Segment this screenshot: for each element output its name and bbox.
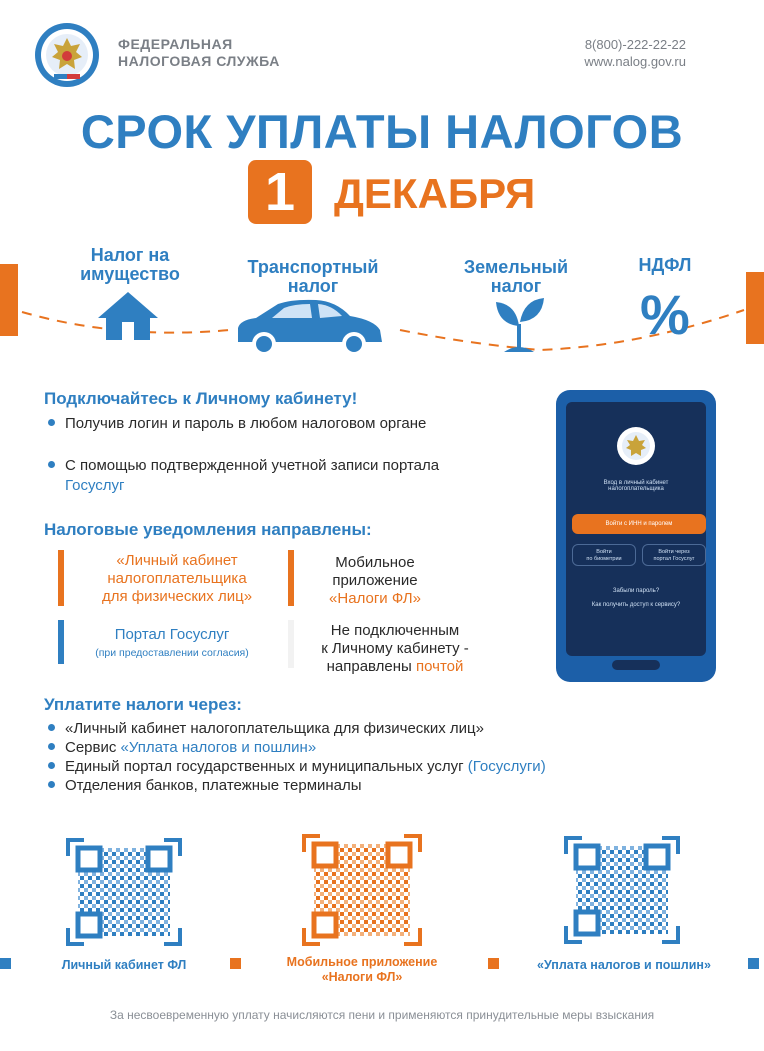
gosuslugi-login-button[interactable]: Войти через портал Госуслуг <box>642 544 706 566</box>
deadline-month: ДЕКАБРЯ <box>334 170 536 217</box>
tax-land-label: Земельный налог <box>463 257 569 296</box>
hotline-phone: 8(800)-222-22-22 <box>584 37 686 52</box>
notice-card-app: Мобильное приложение «Налоги ФЛ» <box>329 554 421 607</box>
percent-icon: % <box>640 283 690 346</box>
bullet-icon <box>48 762 55 769</box>
notice-card-gosuslugi: Портал Госуслуг (при предоставлении согласия) <box>95 626 249 659</box>
qr-label-payment: «Уплата налогов и пошлин» <box>537 958 711 972</box>
gosuslugi-portal-link[interactable]: (Госуслуги) <box>467 758 546 775</box>
house-icon <box>96 290 160 347</box>
contacts <box>584 36 686 70</box>
tax-payment-service-link[interactable]: «Уплата налогов и пошлин» <box>120 739 317 756</box>
pay-heading: Уплатите налоги через: <box>44 695 242 714</box>
pay-item-1: «Личный кабинет налогоплательщика для физических лиц» <box>48 719 484 739</box>
tax-ndfl-label: НДФЛ <box>638 255 692 275</box>
card-accent-bar <box>288 550 294 606</box>
qr-code-icon[interactable] <box>562 834 682 951</box>
organization-name: ФЕДЕРАЛЬНАЯ НАЛОГОВАЯ СЛУЖБА <box>118 36 280 69</box>
accent-square <box>0 958 11 969</box>
bullet-icon <box>48 743 55 750</box>
page-title: СРОК УПЛАТЫ НАЛОГОВ <box>80 105 684 158</box>
qr-code-icon[interactable] <box>300 832 424 953</box>
forgot-password-link[interactable]: Забыли пароль? <box>612 588 660 594</box>
notice-card-lk: «Личный кабинет налогоплательщика для физических лиц» <box>101 552 253 605</box>
bullet-icon <box>48 419 55 426</box>
notice-card-mail: Не подключенным к Личному кабинету - направлены почтой <box>321 622 469 675</box>
qr-code-icon[interactable] <box>64 836 184 953</box>
bullet-icon <box>48 461 55 468</box>
access-help-link[interactable]: Как получить доступ к сервису? <box>591 602 681 608</box>
connect-item-2: С помощью подтвержденной учетной записи портала Госуслуг <box>48 456 522 496</box>
qr-label-app: Мобильное приложение «Налоги ФЛ» <box>286 955 438 984</box>
biometry-login-button[interactable]: Войти по биометрии <box>572 544 636 566</box>
login-inn-button[interactable]: Войти с ИНН и паролем <box>572 514 706 534</box>
card-accent-bar <box>288 620 294 668</box>
fns-emblem-icon <box>34 22 100 88</box>
deadline-day: 1 <box>248 160 312 224</box>
bullet-icon <box>48 781 55 788</box>
sprout-icon <box>494 294 546 361</box>
accent-square <box>230 958 241 969</box>
car-icon <box>232 298 384 363</box>
tax-property-label: Налог на имущество <box>80 245 180 284</box>
card-accent-bar <box>58 620 64 664</box>
connect-item-1: Получив логин и пароль в любом налоговом органе <box>48 414 426 434</box>
accent-square <box>748 958 759 969</box>
pay-item-2: Сервис «Уплата налогов и пошлин» <box>48 738 316 758</box>
pay-item-3: Единый портал государственных и муниципальных услуг (Госуслуги) <box>48 757 546 777</box>
gosuslugi-link[interactable]: Госуслуг <box>65 477 125 494</box>
notices-heading: Налоговые уведомления направлены: <box>44 520 372 539</box>
accent-square <box>488 958 499 969</box>
pay-item-4: Отделения банков, платежные терминалы <box>48 776 362 796</box>
phone-home-button <box>612 660 660 670</box>
phone-screen-title: Вход в личный кабинет налогоплательщика <box>603 480 669 492</box>
card-accent-bar <box>58 550 64 606</box>
footer-warning: За несвоевременную уплату начисляются пени и применяются принудительные меры взыскания <box>109 1008 655 1022</box>
bullet-icon <box>48 724 55 731</box>
website-link[interactable]: www.nalog.gov.ru <box>584 54 686 69</box>
fns-emblem-icon <box>616 426 656 471</box>
tax-transport-label: Транспортный налог <box>247 257 379 296</box>
connect-heading: Подключайтесь к Личному кабинету! <box>44 389 358 408</box>
qr-label-lk: Личный кабинет ФЛ <box>61 958 187 972</box>
